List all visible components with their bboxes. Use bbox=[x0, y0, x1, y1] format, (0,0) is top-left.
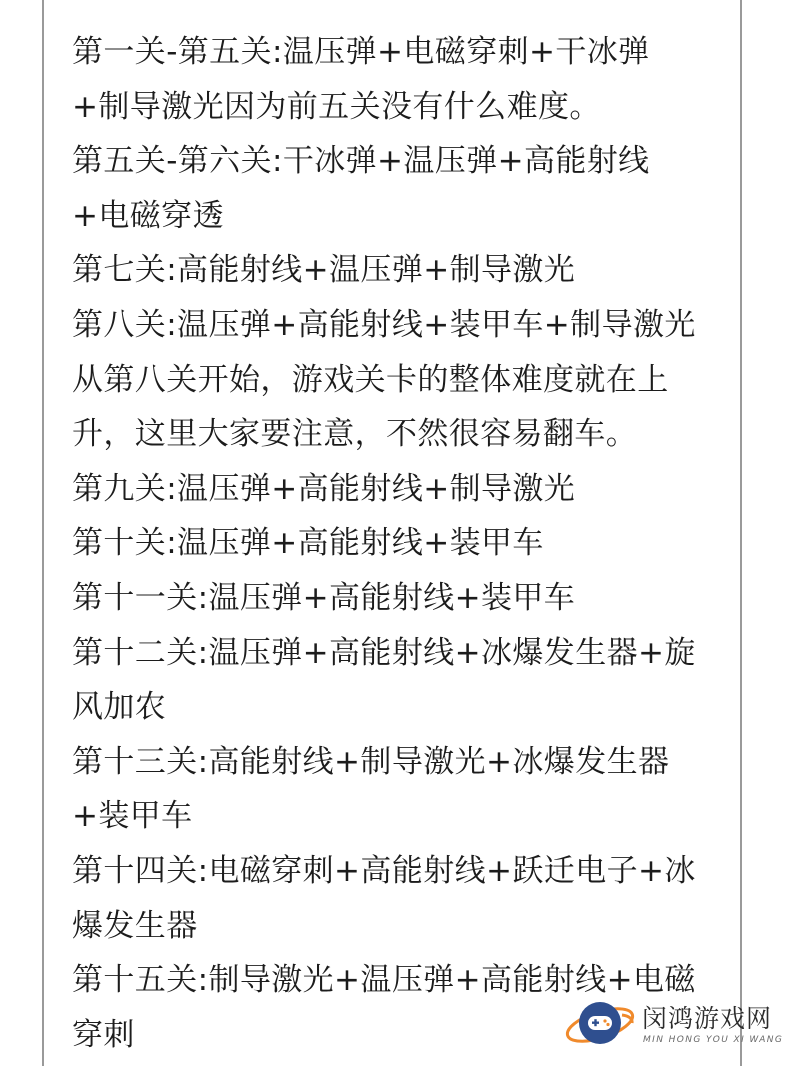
text-line: 爆发生器 bbox=[72, 907, 198, 944]
text-line: 第十四关:电磁穿刺+高能射线+跃迁电子+冰 bbox=[72, 852, 696, 889]
text-line: 第十一关:温压弹+高能射线+装甲车 bbox=[72, 579, 576, 616]
text-line: 第十关:温压弹+高能射线+装甲车 bbox=[72, 525, 544, 562]
site-watermark bbox=[562, 985, 798, 1061]
text-line: 第七关:高能射线+温压弹+制导激光 bbox=[72, 252, 576, 289]
text-line: +电磁穿透 bbox=[72, 197, 224, 234]
text-line: 第一关-第五关:温压弹+电磁穿刺+干冰弹 bbox=[72, 34, 650, 70]
gamepad-planet-icon bbox=[562, 985, 638, 1061]
text-line: +制导激光因为前五关没有什么难度。 bbox=[72, 88, 601, 125]
text-line: 第九关:温压弹+高能射线+制导激光 bbox=[72, 470, 576, 507]
text-line: 第十三关:高能射线+制导激光+冰爆发生器 bbox=[72, 743, 670, 780]
text-line: 第八关:温压弹+高能射线+装甲车+制导激光 bbox=[72, 306, 696, 343]
text-line: +装甲车 bbox=[72, 798, 193, 835]
text-line: 从第八关开始，游戏关卡的整体难度就在上 bbox=[72, 361, 669, 398]
text-line: 风加农 bbox=[72, 689, 167, 726]
document-body bbox=[72, 25, 722, 1062]
text-line: 第五关-第六关:干冰弹+温压弹+高能射线 bbox=[72, 143, 650, 180]
text-line: 第十五关:制导激光+温压弹+高能射线+电磁 bbox=[72, 962, 696, 999]
text-line: 第十二关:温压弹+高能射线+冰爆发生器+旋 bbox=[72, 634, 696, 671]
text-line: 穿刺 bbox=[72, 1016, 135, 1053]
watermark-subtitle: MIN HONG YOU XI WANG bbox=[643, 1035, 784, 1045]
watermark-title: 闵鸿游戏网 bbox=[642, 1004, 773, 1033]
text-line: 升，这里大家要注意，不然很容易翻车。 bbox=[72, 416, 638, 453]
